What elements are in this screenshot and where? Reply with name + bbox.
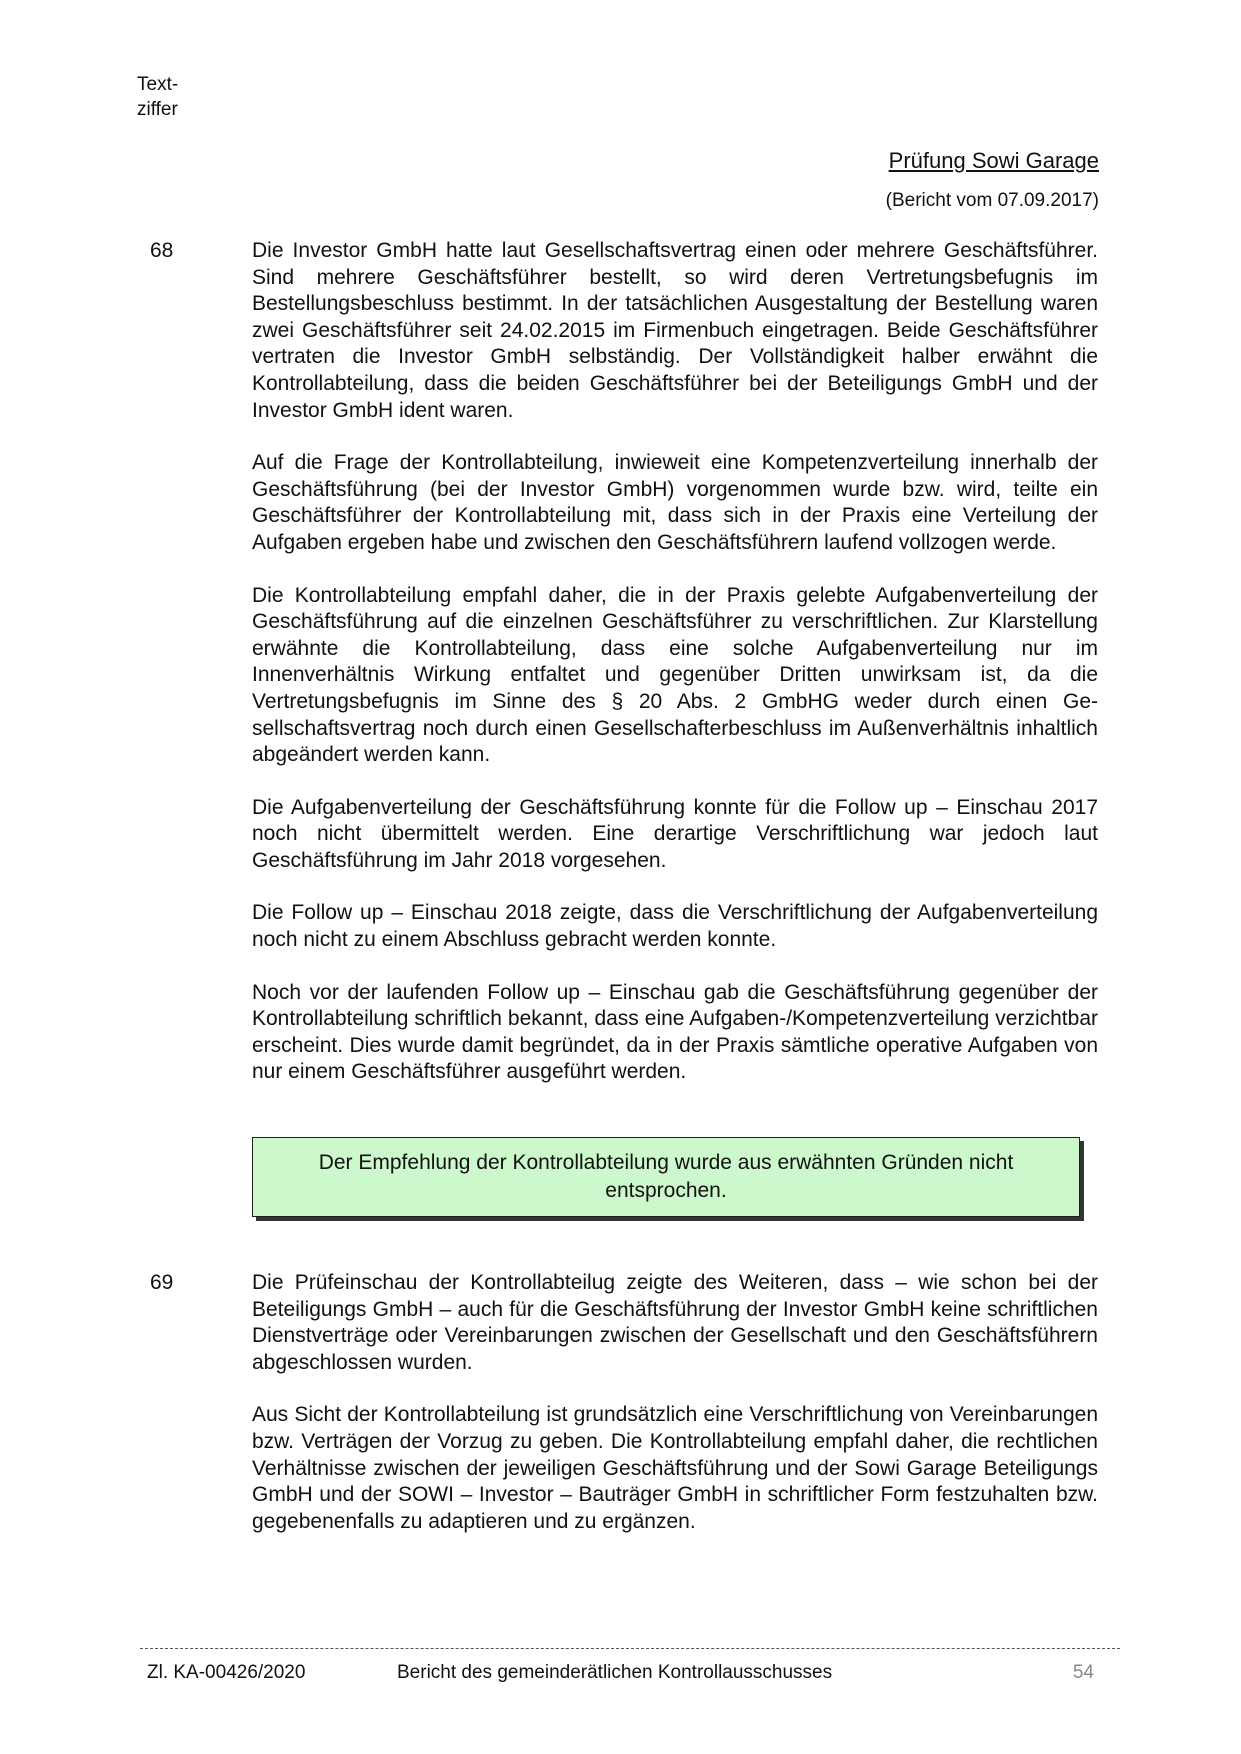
footer-reference: Zl. KA-00426/2020 xyxy=(147,1662,306,1683)
paragraph: Auf die Frage der Kontrollabteilung, inwieweit eine Kompetenzverteilung innerhalb der Geschäftsführung (bei der Investor GmbH) vorgenommen wurde bzw. wird, teilte ein Geschäftsführer der Kontrollabteilung mit, dass sich in der Praxis eine Verteilung der Aufgaben ergeben habe und zwischen den Geschäftsführern laufend vollzogen werde. xyxy=(252,451,1098,554)
margin-label-textziffer: Text- ziffer xyxy=(137,74,179,120)
paragraph: Die Kontrollabteilung empfahl daher, die in der Praxis gelebte Aufgabenverteilung der Geschäftsführung auf die einzelnen Geschäftsführer zu verschriftlichen. Zur Klarstellung erwähnte die Kontrollabteilung, dass eine solche Aufgabenverteilung nur im Innenverhältnis Wirkung entfaltet und gegenüber Dritten unwirksam ist, da die Vertretungsbefugnis im Sinne des § 20 Abs. 2 GmbHG weder durch einen Gesellschaftsvertrag noch durch einen Gesellschafterbeschluss im Außenverhältnis inhaltlich abgeändert werden kann. xyxy=(252,583,1098,767)
paragraph: Die Prüfeinschau der Kontrollabteilug zeigte des Weiteren, dass – wie schon bei der Beteiligungs GmbH – auch für die Geschäftsführung der Investor GmbH keine schriftlichen Dienstverträge oder Vereinbarungen zwischen der Gesellschaft und den Geschäftsführern abgeschlossen wurden. xyxy=(252,1271,1098,1374)
section-body xyxy=(252,238,1098,1112)
section-body xyxy=(252,1270,1098,1561)
paragraph: Die Investor GmbH hatte laut Gesellschaftsvertrag einen oder mehrere Geschäftsführer. Sind mehrere Geschäftsführer bestellt, so wird deren Vertretungsbefugnis im Bestellungsbeschluss bestimmt. In der tatsächlichen Ausgestaltung der Bestellung waren zwei Geschäftsführer seit 24.02.2015 im Firmenbuch eingetragen. Beide Geschäftsführer vertraten die Investor GmbH selbständig. Der Vollständigkeit halber erwähnt die Kontrollabteilung, dass die beiden Geschäftsführer bei der Beteiligungs GmbH und der Investor GmbH ident waren. xyxy=(252,239,1098,422)
page-title: Prüfung Sowi Garage xyxy=(888,148,1099,173)
paragraph: Noch vor der laufenden Follow up – Einschau gab die Geschäftsführung gegenüber der Kontrollabteilung schriftlich bekannt, dass eine Aufgaben-/Kompetenzverteilung verzichtbar erscheint. Dies wurde damit begründet, da in der Praxis sämtliche operative Aufgaben von nur einem Geschäftsführer ausgeführt werden. xyxy=(252,980,1098,1084)
paragraph: Die Aufgabenverteilung der Geschäftsführung konnte für die Follow up – Einschau 2017 noch nicht übermittelt werden. Eine derartige Verschriftlichung war jedoch laut Geschäftsführung im Jahr 2018 vorgesehen. xyxy=(252,795,1098,872)
page-number: 54 xyxy=(1072,1662,1094,1683)
paragraph: Aus Sicht der Kontrollabteilung ist grundsätzlich eine Verschriftlichung von Vereinbarungen bzw. Verträgen der Vorzug zu geben. Die Kontrollabteilung empfahl daher, die rechtlichen Verhältnisse zwischen der jeweiligen Geschäftsführung und der Sowi Garage Beteiligungs GmbH und der SOWI – Investor – Bauträger GmbH in schriftlicher Form festzuhalten bzw. gegebenenfalls zu adaptieren und zu ergänzen. xyxy=(252,1403,1098,1533)
footer-divider xyxy=(140,1648,1120,1649)
section-number: 69 xyxy=(150,1271,174,1294)
paragraph: Die Follow up – Einschau 2018 zeigte, dass die Verschriftlichung der Aufgabenverteilung noch nicht zu einem Abschluss gebracht werden konnte. xyxy=(252,901,1098,952)
callout-text: Der Empfehlung der Kontrollabteilung wurde aus erwähnten Gründen nicht entsprochen. xyxy=(318,1151,1014,1202)
footer-title: Bericht des gemeinderätlichen Kontrollausschusses xyxy=(397,1662,833,1683)
recommendation-callout xyxy=(252,1137,1080,1217)
report-date: (Bericht vom 07.09.2017) xyxy=(885,190,1099,211)
section-number: 68 xyxy=(150,239,174,262)
